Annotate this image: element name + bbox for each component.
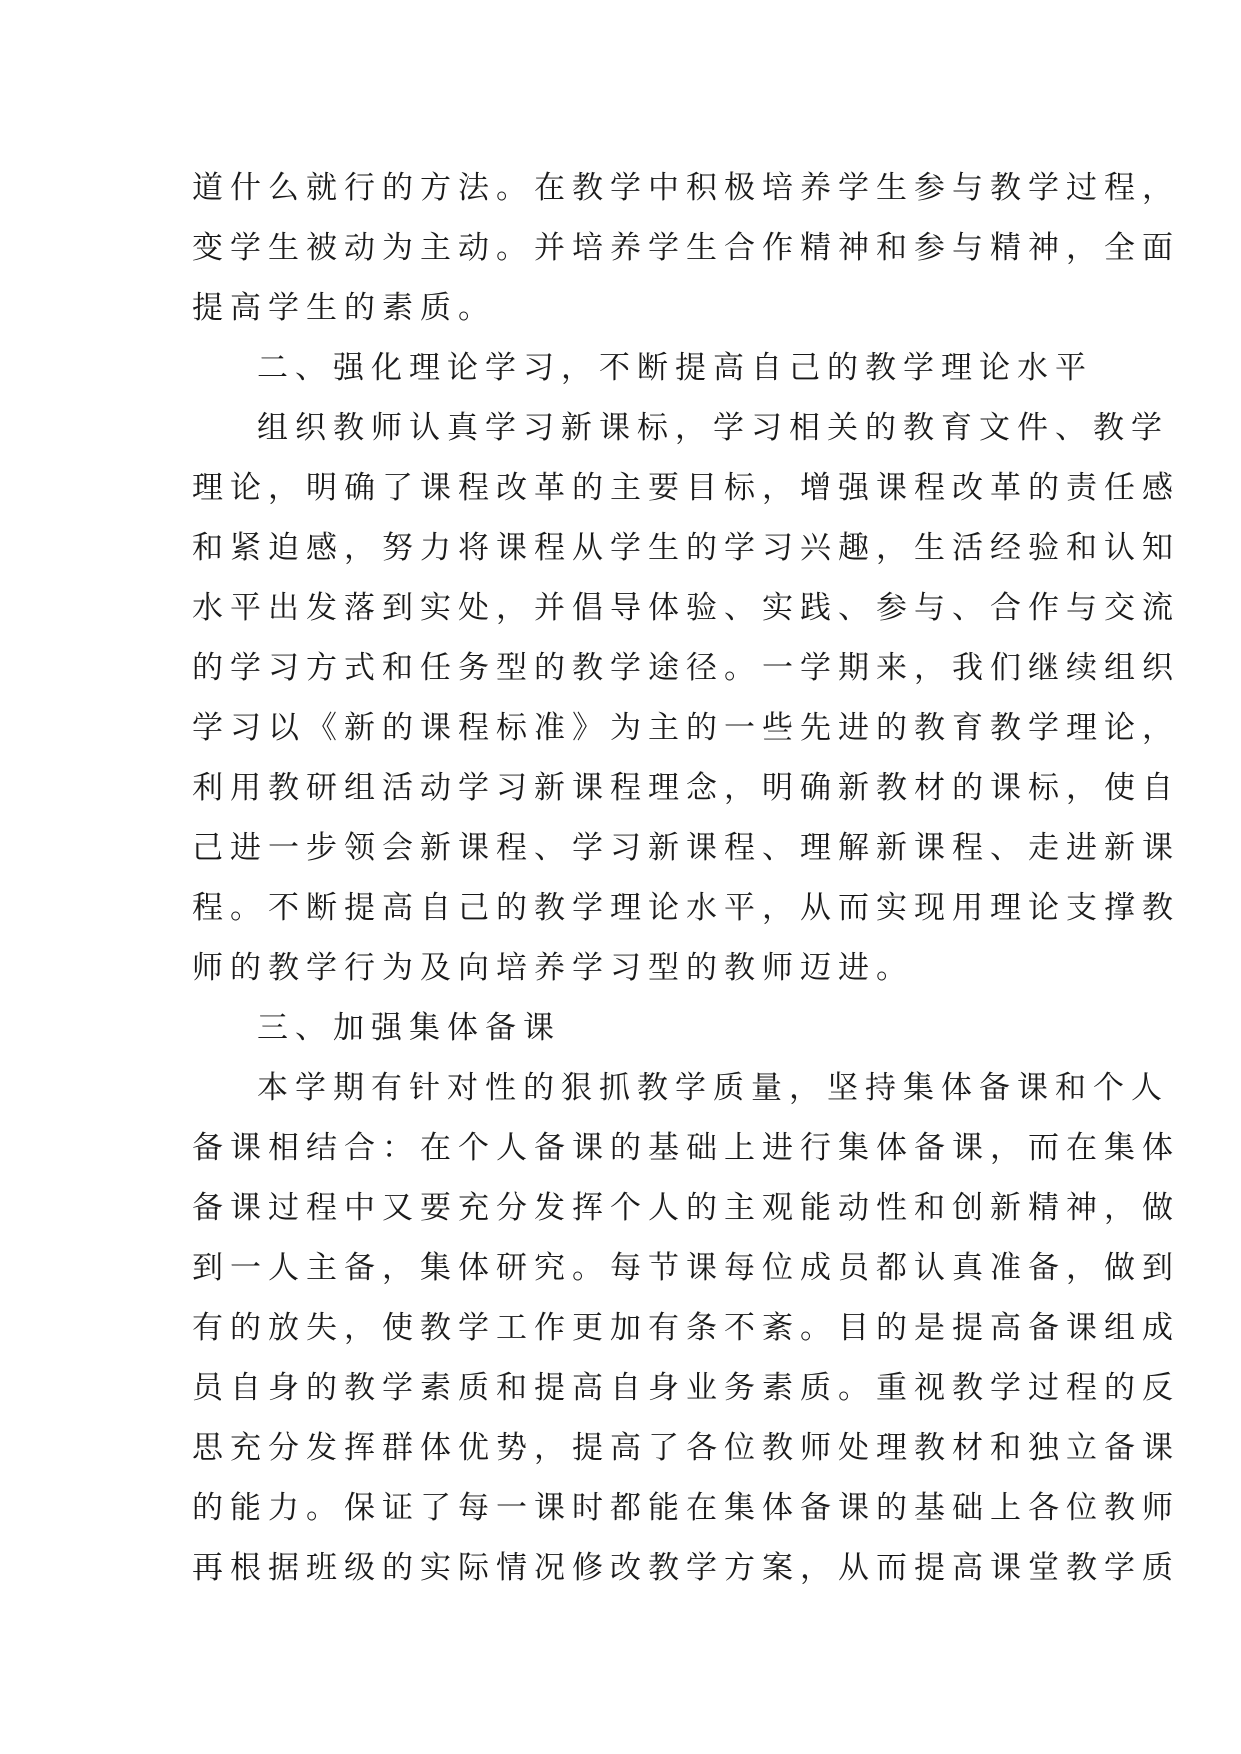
text-line: 二、强化理论学习，不断提高自己的教学理论水平 xyxy=(257,350,1093,386)
text-line: 和紧迫感，努力将课程从学生的学习兴趣，生活经验和认知 xyxy=(192,530,1180,566)
text-line: 师的教学行为及向培养学习型的教师迈进。 xyxy=(192,950,914,986)
text-line: 有的放失，使教学工作更加有条不紊。目的是提高备课组成 xyxy=(192,1310,1180,1346)
document-body xyxy=(192,158,1180,1598)
text-line: 理论，明确了课程改革的主要目标，增强课程改革的责任感 xyxy=(192,470,1180,506)
text-line: 水平出发落到实处，并倡导体验、实践、参与、合作与交流 xyxy=(192,590,1180,626)
text-line: 变学生被动为主动。并培养学生合作精神和参与精神，全面 xyxy=(192,230,1180,266)
text-line: 提高学生的素质。 xyxy=(192,290,496,326)
text-line: 的学习方式和任务型的教学途径。一学期来，我们继续组织 xyxy=(192,650,1180,686)
text-line: 备课过程中又要充分发挥个人的主观能动性和创新精神，做 xyxy=(192,1190,1180,1226)
text-line: 备课相结合：在个人备课的基础上进行集体备课，而在集体 xyxy=(192,1130,1180,1166)
text-line: 本学期有针对性的狠抓教学质量，坚持集体备课和个人 xyxy=(257,1070,1169,1106)
text-line: 员自身的教学素质和提高自身业务素质。重视教学过程的反 xyxy=(192,1370,1180,1406)
text-line: 再根据班级的实际情况修改教学方案，从而提高课堂教学质 xyxy=(192,1550,1180,1586)
text-line: 三、加强集体备课 xyxy=(257,1010,561,1046)
text-line: 学习以《新的课程标准》为主的一些先进的教育教学理论， xyxy=(192,710,1180,746)
text-line: 的能力。保证了每一课时都能在集体备课的基础上各位教师 xyxy=(192,1490,1180,1526)
text-line: 利用教研组活动学习新课程理念，明确新教材的课标，使自 xyxy=(192,770,1180,806)
text-line: 己进一步领会新课程、学习新课程、理解新课程、走进新课 xyxy=(192,830,1180,866)
text-line: 组织教师认真学习新课标，学习相关的教育文件、教学 xyxy=(257,410,1169,446)
text-line: 程。不断提高自己的教学理论水平，从而实现用理论支撑教 xyxy=(192,890,1180,926)
text-line: 思充分发挥群体优势，提高了各位教师处理教材和独立备课 xyxy=(192,1430,1180,1466)
text-line: 到一人主备，集体研究。每节课每位成员都认真准备，做到 xyxy=(192,1250,1180,1286)
text-line: 道什么就行的方法。在教学中积极培养学生参与教学过程， xyxy=(192,170,1180,206)
